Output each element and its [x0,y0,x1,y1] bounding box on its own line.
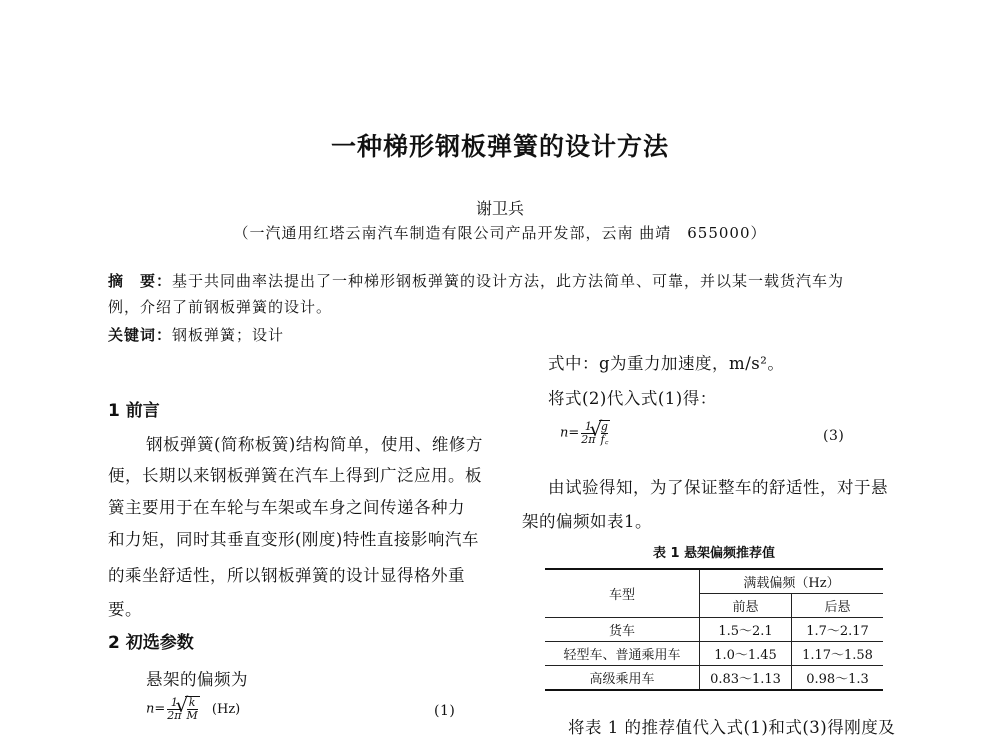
author: 谢卫兵 [475,199,524,218]
cell-rear: 0.98～1.3 [792,666,883,691]
cell-front: 1.5～2.1 [700,618,792,642]
eq3-radical [599,420,611,446]
table-caption: 表 1 悬架偏频推荐值 [652,546,776,561]
eq3-rad-den: f꜀ [600,433,609,446]
eq1-lhs: n= [146,701,166,717]
cell-type: 货车 [545,618,700,642]
abstract-line-1: 基于共同曲率法提出了一种梯形钢板弹簧的设计方法，此方法简单、可靠，并以某一载货汽车为 [172,272,845,290]
section-1-heading: 1 前言 [108,401,160,421]
cell-rear: 1.17～1.58 [792,642,883,666]
col-group-header: 满载偏频（Hz） [700,569,884,594]
section-1-line: 簧主要用于在车轮与车架或车身之间传递各种力 [108,498,465,517]
abstract-label: 摘 要： [108,272,173,290]
eq1-radical [185,696,200,722]
col-rear-header: 后悬 [792,594,883,618]
section-1-line: 钢板弹簧(简称板簧)结构简单，使用、维修方 [146,435,483,454]
keywords-text: 钢板弹簧；设计 [172,326,285,344]
table-row [545,618,883,642]
abstract [108,270,844,291]
cell-rear: 1.7～2.17 [792,618,883,642]
cell-type: 轻型车、普通乘用车 [545,642,700,666]
equation-3 [560,420,610,446]
paper-title: 一种梯形钢板弹簧的设计方法 [330,132,669,161]
table-row [545,642,883,666]
right-line-1: 式中：g为重力加速度，m/s²。 [548,354,785,373]
table-row [545,666,883,691]
abstract-line-2: 例，介绍了前钢板弹簧的设计。 [108,298,333,316]
eq1-rad-den: M [186,709,198,722]
eq1-den: 2π [167,708,182,722]
eq1-num: 1 [167,697,181,710]
section-1-line: 便，长期以来钢板弹簧在汽车上得到广泛应用。板 [108,466,482,485]
col-front-header: 前悬 [700,594,792,618]
cell-front: 1.0～1.45 [700,642,792,666]
eq1-number: (1) [434,703,456,719]
right-line-3: 由试验得知，为了保证整车的舒适性，对于悬 [548,478,888,497]
section-2-intro: 悬架的偏频为 [146,670,248,689]
eq3-lhs: n= [560,425,580,441]
section-2-heading: 2 初选参数 [108,633,194,653]
eq1-unit: (Hz) [211,701,241,717]
equation-1 [146,696,240,722]
eq3-rad-num: √ g [600,420,608,433]
section-1-line: 和力矩，同时其垂直变形(刚度)特性直接影响汽车 [108,530,479,549]
section-1-line: 的乘坐舒适性，所以钢板弹簧的设计显得格外重 [108,566,465,585]
eq3-den: 2π [581,432,596,446]
cell-front: 0.83～1.13 [700,666,792,691]
eq3-num: 1 [581,421,595,434]
eq1-rad-num: √ k [187,697,198,710]
eq3-number: (3) [823,428,845,444]
keywords-label: 关键词： [108,326,173,344]
offset-frequency-table [545,568,883,691]
col-vehicle-header: 车型 [545,569,700,618]
affiliation: （一汽通用红塔云南汽车制造有限公司产品开发部，云南 曲靖 655000） [233,224,767,242]
right-line-2: 将式(2)代入式(1)得： [548,389,717,408]
right-bottom-line: 将表 1 的推荐值代入式(1)和式(3)得刚度及 [568,718,896,737]
keywords [108,324,284,345]
right-line-4: 架的偏频如表1。 [522,512,652,531]
cell-type: 高级乘用车 [545,666,700,691]
section-1-line: 要。 [108,600,142,619]
